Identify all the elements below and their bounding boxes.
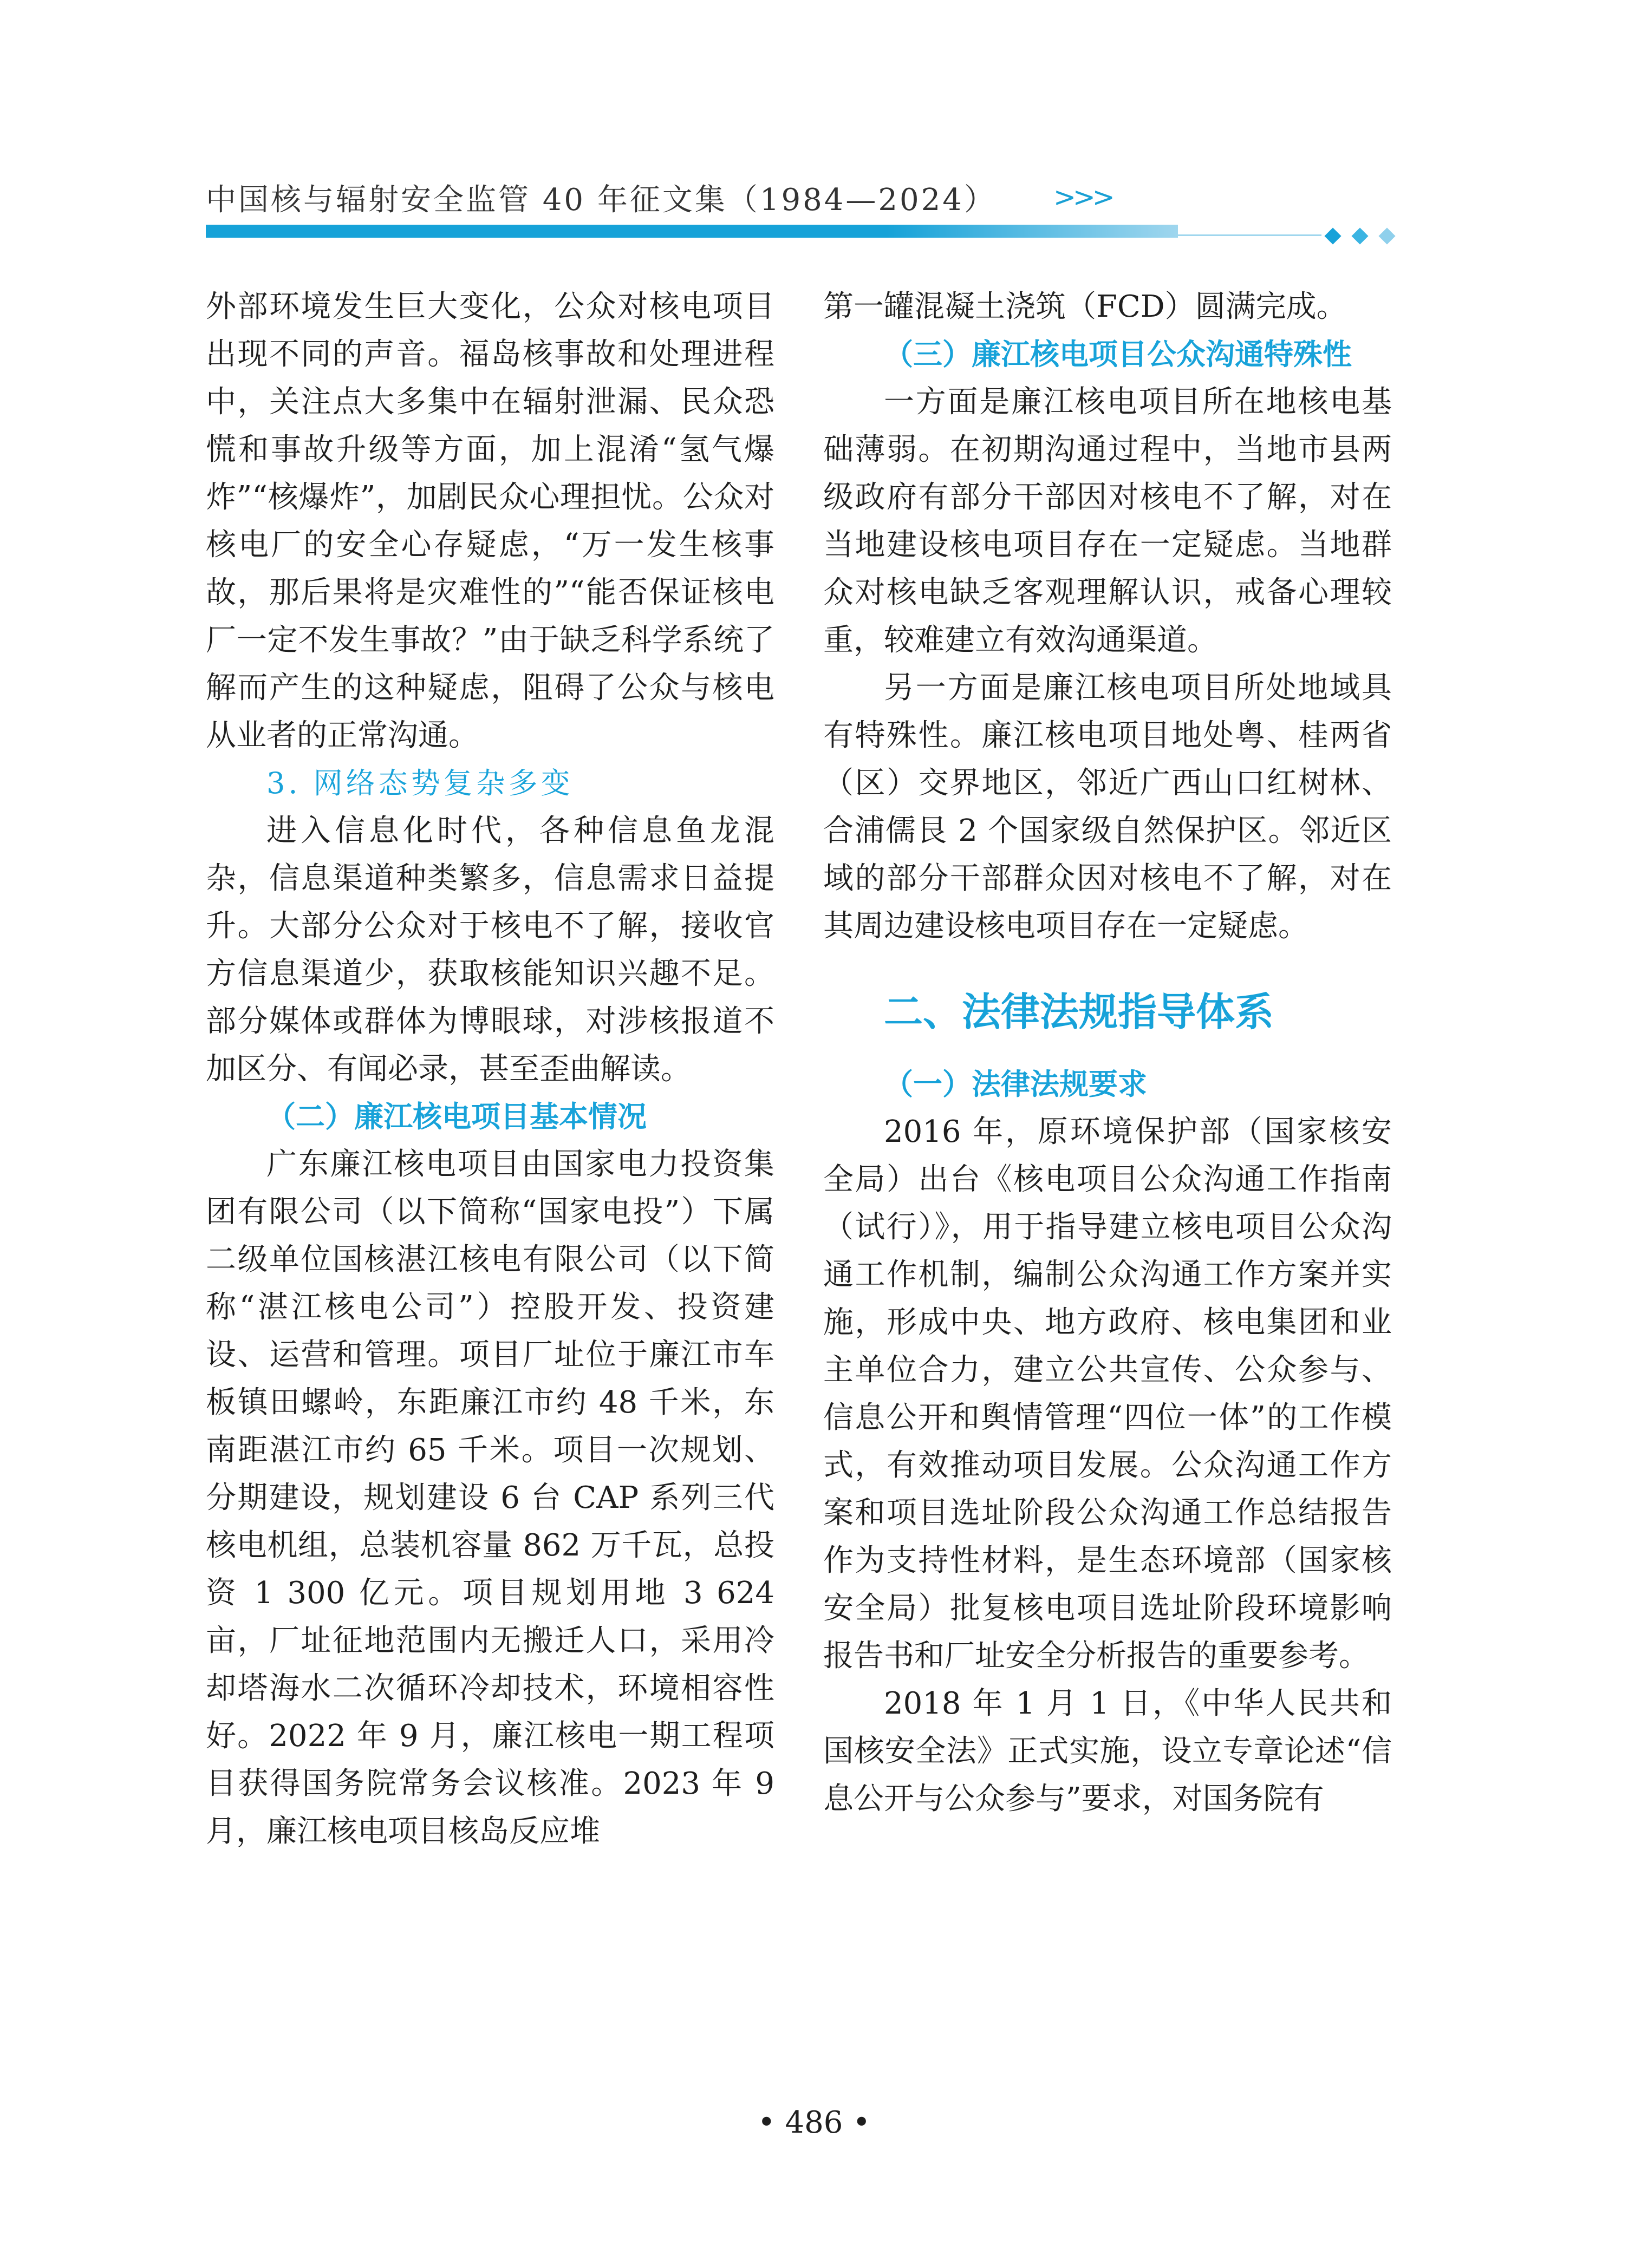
chapter-heading: 二、法律法规指导体系 [884, 989, 1274, 1035]
header-rule-bar [206, 225, 1178, 238]
diamond-icon [1351, 227, 1368, 244]
diamond-icon [1378, 227, 1395, 244]
page-number: • 486 • [757, 2105, 871, 2140]
section-heading: （二）廉江核电项目基本情况 [266, 1100, 647, 1134]
running-header-title: 中国核与辐射安全监管 40 年征文集（1984—2024） [206, 182, 997, 218]
paragraph: 一方面是廉江核电项目所在地核电基础薄弱。在初期沟通过程中，当地市县两级政府有部分干部因对核电不了解，对在当地建设核电项目存在一定疑虑。当地群众对核电缺乏客观理解认识，戒备心理较重，较难建立有效沟通渠道。 [823, 384, 1392, 658]
paragraph: 2018 年 1 月 1 日，《中华人民共和国核安全法》正式实施，设立专章论述“信息公开与公众参与”要求，对国务院有 [823, 1686, 1392, 1816]
section-heading: （一）法律法规要求 [884, 1067, 1147, 1101]
paragraph: 另一方面是廉江核电项目所处地域具有特殊性。廉江核电项目地处粤、桂两省（区）交界地区，邻近广西山口红树林、合浦儒艮 2 个国家级自然保护区。邻近区域的部分干部群众因对核电不了解，对在其周边建设核电项目存在一定疑虑。 [823, 670, 1392, 944]
left-column [206, 283, 774, 1855]
paragraph: 外部环境发生巨大变化，公众对核电项目出现不同的声音。福岛核事故和处理进程中，关注点大多集中在辐射泄漏、民众恐慌和事故升级等方面，加上混淆“氢气爆炸”“核爆炸”，加剧民众心理担忧。公众对核电厂的安全心存疑虑，“万一发生核事故，那后果将是灾难性的”“能否保证核电厂一定不发生事故？”由于缺乏科学系统了解而产生的这种疑虑，阻碍了公众与核电从业者的正常沟通。 [206, 289, 774, 753]
paragraph: 2016 年，原环境保护部（国家核安全局）出台《核电项目公众沟通工作指南（试行）》，用于指导建立核电项目公众沟通工作机制，编制公众沟通工作方案并实施，形成中央、地方政府、核电集团和业主单位合力，建立公共宣传、公众参与、信息公开和舆情管理“四位一体”的工作模式，有效推动项目发展。公众沟通工作方案和项目选址阶段公众沟通工作总结报告作为支持性材料，是生态环境部（国家核安全局）批复核电项目选址阶段环境影响报告书和厂址安全分析报告的重要参考。 [823, 1114, 1392, 1674]
header-rule-line [1175, 234, 1321, 236]
diamond-icon [1324, 227, 1341, 244]
paragraph: 进入信息化时代，各种信息鱼龙混杂，信息渠道种类繁多，信息需求日益提升。大部分公众对于核电不了解，接收官方信息渠道少，获取核能知识兴趣不足。部分媒体或群体为博眼球，对涉核报道不加区分、有闻必录，甚至歪曲解读。 [206, 813, 774, 1087]
right-column [823, 283, 1392, 1823]
subsection-heading: 3. 网络态势复杂多变 [266, 766, 574, 800]
paragraph: 第一罐混凝土浇筑（FCD）圆满完成。 [823, 289, 1347, 324]
header-arrows-icon: >>> [1053, 181, 1112, 213]
paragraph: 广东廉江核电项目由国家电力投资集团有限公司（以下简称“国家电投”）下属二级单位国核湛江核电有限公司（以下简称“湛江核电公司”）控股开发、投资建设、运营和管理。项目厂址位于廉江市车板镇田螺岭，东距廉江市约 48 千米，东南距湛江市约 65 千米。项目一次规划、分期建设，规划建设 6 台 CAP 系列三代核电机组，总装机容量 862 万千瓦，总投资 1 300 亿元。项目规划用地 3 624 亩，厂址征地范围内无搬迁人口，采用冷却塔海水二次循环冷却技术，环境相容性好。2022 年 9 月，廉江核电一期工程项目获得国务院常务会议核准。2023 年 9 月，廉江核电项目核岛反应堆 [206, 1147, 774, 1849]
section-heading: （三）廉江核电项目公众沟通特殊性 [884, 337, 1352, 371]
